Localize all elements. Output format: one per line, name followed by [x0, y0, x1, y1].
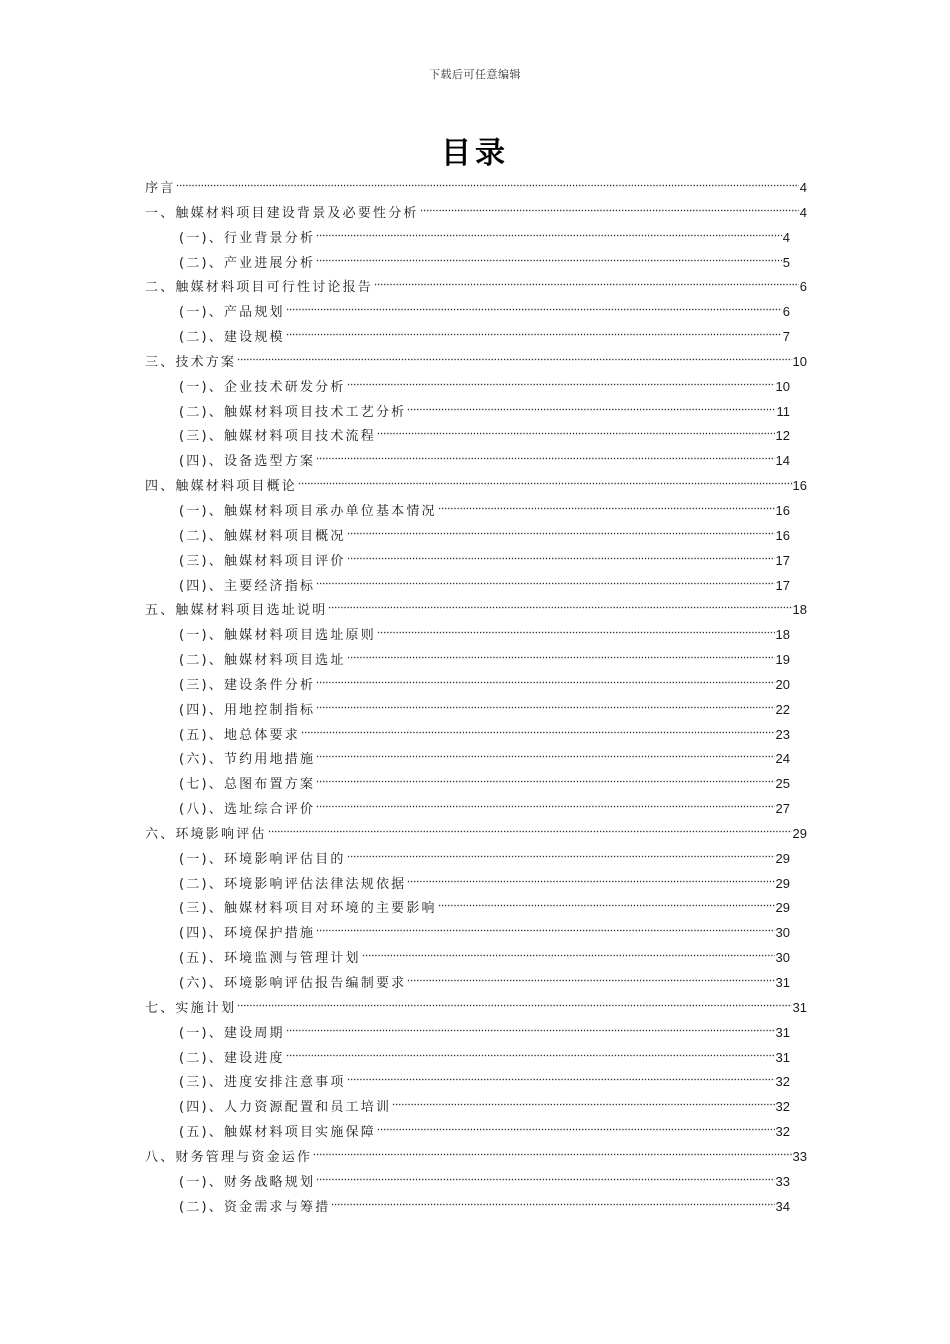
toc-entry-title: 四、触媒材料项目概论 [145, 479, 298, 495]
toc-chapter-entry[interactable] [145, 201, 807, 226]
toc-page-number: 30 [775, 925, 790, 941]
toc-chapter-entry[interactable] [145, 275, 807, 300]
toc-section-entry[interactable] [145, 623, 807, 648]
toc-entry-title: (一)、触媒材料项目选址原则 [179, 628, 376, 644]
toc-section-entry[interactable] [145, 648, 807, 673]
toc-page-number: 11 [776, 403, 790, 419]
dot-leader [286, 1050, 775, 1058]
toc-section-entry[interactable] [145, 872, 807, 897]
dot-leader [316, 751, 774, 759]
toc-entry-title: 二、触媒材料项目可行性讨论报告 [145, 280, 374, 296]
toc-page-number: 18 [775, 627, 790, 643]
dot-leader [347, 379, 775, 387]
toc-section-entry[interactable] [145, 847, 807, 872]
toc-page-number: 24 [775, 751, 790, 767]
dot-leader [316, 801, 774, 809]
toc-entry-title: (三)、触媒材料项目对环境的主要影响 [179, 901, 437, 917]
toc-page-number: 20 [775, 676, 790, 692]
dot-leader [347, 553, 775, 561]
toc-page-number: 27 [775, 801, 790, 817]
dot-leader [407, 876, 774, 884]
toc-entry-title: 八、财务管理与资金运作 [145, 1149, 313, 1165]
dot-leader [328, 602, 791, 610]
toc-entry-title: (四)、主要经济指标 [179, 578, 316, 594]
toc-section-entry[interactable] [145, 1120, 807, 1145]
toc-section-entry[interactable] [145, 896, 807, 921]
toc-section-entry[interactable] [145, 251, 807, 276]
toc-chapter-entry[interactable] [145, 598, 807, 623]
toc-section-entry[interactable] [145, 723, 807, 748]
toc-entry-title: (三)、触媒材料项目评价 [179, 553, 346, 569]
toc-page-number: 31 [775, 1024, 790, 1040]
toc-entry-title: (二)、触媒材料项目概况 [179, 528, 346, 544]
toc-page-number: 17 [775, 552, 790, 568]
toc-section-entry[interactable] [145, 524, 807, 549]
toc-entry-title: (五)、触媒材料项目实施保障 [179, 1125, 376, 1141]
toc-section-entry[interactable] [145, 772, 807, 797]
dot-leader [237, 1000, 791, 1008]
toc-section-entry[interactable] [145, 549, 807, 574]
toc-chapter-entry[interactable] [145, 822, 807, 847]
dot-leader [347, 528, 775, 536]
toc-entry-title: (二)、建设进度 [179, 1050, 285, 1066]
toc-page-number: 16 [775, 502, 790, 518]
dot-leader [316, 925, 774, 933]
toc-page-number: 4 [799, 180, 807, 195]
toc-page-number: 12 [775, 428, 790, 444]
toc-page-number: 30 [775, 950, 790, 966]
dot-leader [298, 478, 792, 486]
toc-entry-title: (二)、建设规模 [179, 330, 285, 346]
toc-page-number: 33 [775, 1173, 790, 1189]
toc-entry-title: (六)、环境影响评估报告编制要求 [179, 976, 407, 991]
toc-page-number: 7 [782, 329, 790, 345]
dot-leader [316, 776, 774, 784]
toc-entry-title: (五)、地总体要求 [179, 727, 300, 743]
toc-chapter-entry[interactable] [145, 1145, 807, 1170]
toc-entry-title: (二)、产业进展分析 [179, 255, 316, 271]
toc-entry-title: (二)、触媒材料项目技术工艺分析 [179, 404, 407, 420]
dot-leader [237, 354, 791, 362]
toc-entry-title: (八)、选址综合评价 [179, 802, 316, 818]
toc-page-number: 6 [782, 304, 790, 320]
toc-page-number: 34 [775, 1198, 790, 1214]
toc-entry-title: (四)、用地控制指标 [179, 702, 316, 718]
toc-section-entry[interactable] [145, 1046, 807, 1071]
toc-page-number: 17 [775, 577, 790, 593]
toc-page-number: 29 [775, 900, 790, 916]
toc-entry-title: 七、实施计划 [145, 1000, 237, 1016]
toc-section-entry[interactable] [145, 499, 807, 524]
table-of-contents [145, 176, 807, 1219]
dot-leader [176, 180, 798, 188]
dot-leader [316, 578, 774, 586]
toc-section-entry[interactable] [145, 400, 807, 425]
toc-section-entry[interactable] [145, 449, 807, 474]
toc-page-number: 10 [792, 353, 807, 369]
toc-entry-title: 序言 [145, 181, 176, 196]
toc-page-number: 32 [775, 1124, 790, 1140]
toc-section-entry[interactable] [145, 971, 807, 996]
toc-page-number: 25 [775, 776, 790, 792]
page-header-note: 下载后可任意编辑 [429, 68, 521, 81]
toc-section-entry[interactable] [145, 921, 807, 946]
dot-leader [347, 1074, 775, 1082]
toc-chapter-entry[interactable] [145, 996, 807, 1021]
toc-page-number: 18 [792, 602, 807, 618]
toc-entry-title: (四)、环境保护措施 [179, 926, 316, 942]
toc-section-entry[interactable] [145, 698, 807, 723]
dot-leader [347, 851, 775, 859]
dot-leader [316, 255, 782, 263]
toc-entry-title: (二)、资金需求与筹措 [179, 1199, 331, 1215]
toc-section-entry[interactable] [145, 1095, 807, 1120]
toc-section-entry[interactable] [145, 375, 807, 400]
toc-entry-title: (四)、人力资源配置和员工培训 [179, 1100, 392, 1116]
toc-entry-title: (一)、财务战略规划 [179, 1174, 316, 1190]
toc-chapter-entry[interactable] [145, 350, 807, 375]
dot-leader [316, 677, 774, 685]
toc-section-entry[interactable] [145, 797, 807, 822]
toc-entry-title: (二)、环境影响评估法律法规依据 [179, 876, 407, 892]
toc-entry-title: (一)、环境影响评估目的 [179, 851, 346, 867]
dot-leader [407, 404, 775, 412]
toc-page-number: 29 [792, 825, 807, 841]
dot-leader [377, 1124, 775, 1132]
toc-page-number: 6 [799, 279, 807, 295]
toc-chapter-entry[interactable] [145, 176, 807, 201]
toc-section-entry[interactable] [145, 574, 807, 599]
dot-leader [362, 950, 775, 958]
toc-entry-title: (二)、触媒材料项目选址 [179, 653, 346, 669]
dot-leader [316, 453, 774, 461]
dot-leader [392, 1099, 774, 1107]
toc-entry-title: (一)、建设周期 [179, 1025, 285, 1041]
toc-title: 目录 [441, 136, 509, 171]
toc-entry-title: 一、触媒材料项目建设背景及必要性分析 [145, 205, 419, 221]
toc-entry-title: (一)、触媒材料项目承办单位基本情况 [179, 503, 437, 519]
toc-entry-title: 六、环境影响评估 [145, 826, 267, 842]
dot-leader [286, 329, 782, 337]
toc-page-number: 16 [792, 478, 807, 494]
toc-section-entry[interactable] [145, 325, 807, 350]
toc-entry-title: (六)、节约用地措施 [179, 752, 316, 768]
toc-section-entry[interactable] [145, 300, 807, 325]
dot-leader [316, 702, 774, 710]
toc-page-number: 4 [782, 229, 790, 245]
toc-entry-title: 三、技术方案 [145, 354, 237, 370]
toc-entry-title: (四)、设备选型方案 [179, 454, 316, 470]
toc-page-number: 29 [775, 875, 790, 891]
toc-page-number: 5 [782, 254, 790, 270]
toc-entry-title: (七)、总图布置方案 [179, 777, 316, 793]
toc-page-number: 31 [792, 999, 807, 1015]
toc-section-entry[interactable] [145, 946, 807, 971]
dot-leader [313, 1149, 791, 1157]
toc-page-number: 33 [792, 1148, 807, 1164]
dot-leader [316, 1174, 774, 1182]
toc-page-number: 23 [775, 726, 790, 742]
toc-page-number: 31 [775, 1049, 790, 1065]
dot-leader [374, 279, 799, 287]
toc-page-number: 16 [775, 527, 790, 543]
dot-leader [347, 652, 775, 660]
dot-leader [268, 826, 792, 834]
dot-leader [438, 900, 775, 908]
toc-section-entry[interactable] [145, 747, 807, 772]
dot-leader [420, 205, 799, 213]
toc-entry-title: (三)、进度安排注意事项 [179, 1075, 346, 1091]
toc-page-number: 4 [799, 204, 807, 220]
dot-leader [316, 230, 782, 238]
toc-section-entry[interactable] [145, 1021, 807, 1046]
toc-entry-title: (一)、产品规划 [179, 305, 285, 321]
toc-page-number: 19 [775, 652, 790, 668]
toc-section-entry[interactable] [145, 1195, 807, 1220]
toc-page-number: 22 [775, 701, 790, 717]
dot-leader [286, 1025, 775, 1033]
dot-leader [286, 304, 782, 312]
toc-section-entry[interactable] [145, 226, 807, 251]
toc-page-number: 31 [775, 975, 790, 990]
dot-leader [407, 975, 774, 983]
toc-entry-title: (五)、环境监测与管理计划 [179, 951, 361, 967]
toc-page-number: 32 [775, 1074, 790, 1090]
dot-leader [301, 727, 775, 735]
toc-section-entry[interactable] [145, 673, 807, 698]
toc-entry-title: (三)、触媒材料项目技术流程 [179, 429, 376, 445]
toc-entry-title: 五、触媒材料项目选址说明 [145, 603, 328, 619]
toc-section-entry[interactable] [145, 1170, 807, 1195]
toc-entry-title: (一)、行业背景分析 [179, 230, 316, 246]
toc-page-number: 14 [775, 453, 790, 469]
dot-leader [377, 627, 775, 635]
toc-section-entry[interactable] [145, 424, 807, 449]
toc-entry-title: (一)、企业技术研发分析 [179, 379, 346, 395]
toc-chapter-entry[interactable] [145, 474, 807, 499]
dot-leader [438, 503, 775, 511]
dot-leader [377, 428, 775, 436]
toc-section-entry[interactable] [145, 1070, 807, 1095]
toc-entry-title: (三)、建设条件分析 [179, 677, 316, 693]
toc-page-number: 10 [775, 378, 790, 394]
toc-page-number: 29 [775, 850, 790, 866]
dot-leader [331, 1199, 774, 1207]
toc-page-number: 32 [775, 1099, 790, 1115]
